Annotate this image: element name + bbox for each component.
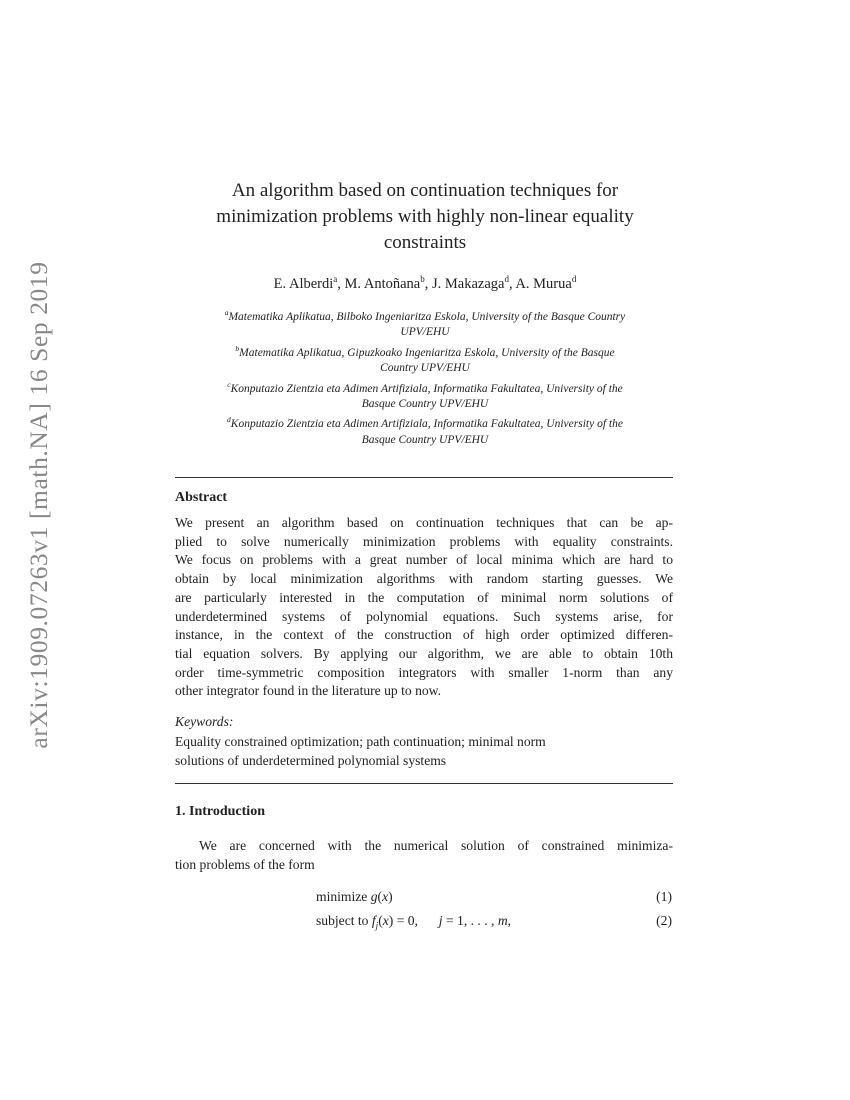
author-name: J. Makazaga	[432, 275, 505, 292]
title-line: constraints	[383, 232, 467, 253]
equation-1: minimize g(x)	[316, 889, 393, 904]
abstract-bottom-rule	[175, 783, 673, 784]
affiliation-continued: Basque Country UPV/EHU	[361, 397, 489, 410]
equation-number: (1)	[656, 889, 672, 904]
affiliation: $^a$Matematika Aplikatua, Bilboko Ingeniaritza Eskola, University of the Basque Country	[224, 308, 626, 323]
equation-number: (2)	[656, 913, 672, 928]
arxiv-identifier: arXiv:1909.07263v1 [math.NA] 16 Sep 2019	[24, 261, 53, 749]
abstract-line: We focus on problems with a great number of local minima which are hard to	[175, 552, 673, 568]
abstract-line: tial equation solvers. By applying our algorithm, we are able to obtain 10th	[175, 645, 673, 661]
affiliation: $^b$Matematika Aplikatua, Gipuzkoako Ingeniaritza Eskola, University of the Basque	[235, 343, 615, 359]
keywords-heading: Keywords:	[175, 714, 234, 729]
abstract-line: obtain by local minimization algorithms with random starting guesses. We	[175, 571, 673, 587]
paper-title	[150, 178, 700, 256]
equation-2: subject to $f_j(x) = 0$, j = 1, . . . , m,	[316, 913, 512, 931]
affiliation-continued: UPV/EHU	[400, 326, 450, 339]
author-name: A. Murua	[515, 275, 572, 292]
abstract-line: instance, in the context of the construction of high order optimized differen-	[175, 627, 673, 643]
paragraph-line: We are concerned with the numerical solution of constrained minimiza-	[199, 838, 673, 853]
paragraph-line: tion problems of the form	[175, 857, 315, 872]
abstract-body	[175, 514, 673, 701]
affiliations	[168, 305, 682, 448]
affiliation-continued: Basque Country UPV/EHU	[361, 433, 489, 446]
author-affiliation-mark: d	[504, 274, 509, 284]
abstract-top-rule	[175, 477, 673, 478]
abstract-line: We present an algorithm based on continuation techniques that can be ap-	[175, 515, 673, 530]
abstract-line: underdetermined systems of polynomial equations. Such systems arise, for	[175, 608, 673, 624]
author-affiliation-mark: d	[571, 274, 577, 284]
abstract-line: are particularly interested in the computation of minimal norm solutions of	[175, 589, 673, 605]
abstract-line: other integrator found in the literature up to now.	[175, 683, 442, 699]
section-heading-introduction: 1. Introduction	[175, 804, 265, 819]
introduction-paragraph	[175, 836, 673, 874]
author-name: E. Alberdi	[273, 275, 334, 292]
keywords-line: solutions of underdetermined polynomial systems	[175, 752, 447, 768]
author-affiliation-mark: a	[333, 274, 338, 284]
title-line: minimization problems with highly non-linear equality	[216, 206, 634, 227]
affiliation: $^c$Konputazio Zientzia eta Adimen Artifiziala, Informatika Fakultatea, University of the	[227, 379, 623, 395]
author-name: M. Antoñana	[344, 275, 421, 292]
keywords-body	[175, 733, 673, 770]
abstract-line: plied to solve numerically minimization problems with equality constraints.	[175, 533, 673, 549]
author-affiliation-mark: b	[420, 274, 425, 284]
affiliation-continued: Country UPV/EHU	[380, 362, 470, 375]
keywords-line: Equality constrained optimization; path continuation; minimal norm	[175, 734, 546, 749]
arxiv-sidebar-stamp	[14, 240, 64, 770]
abstract-line: order time-symmetric composition integrators with smaller 1-norm than any	[175, 664, 673, 680]
title-line: An algorithm based on continuation techniques for	[231, 180, 619, 201]
author-list: E. Alberdi$^a$, M. Antoñana$^b$, J. Makazaga$^d$, A. Murua$^d$	[273, 274, 577, 292]
abstract-heading: Abstract	[175, 490, 228, 505]
affiliation: $^d$Konputazio Zientzia eta Adimen Artifiziala, Informatika Fakultatea, University of the	[227, 415, 623, 431]
